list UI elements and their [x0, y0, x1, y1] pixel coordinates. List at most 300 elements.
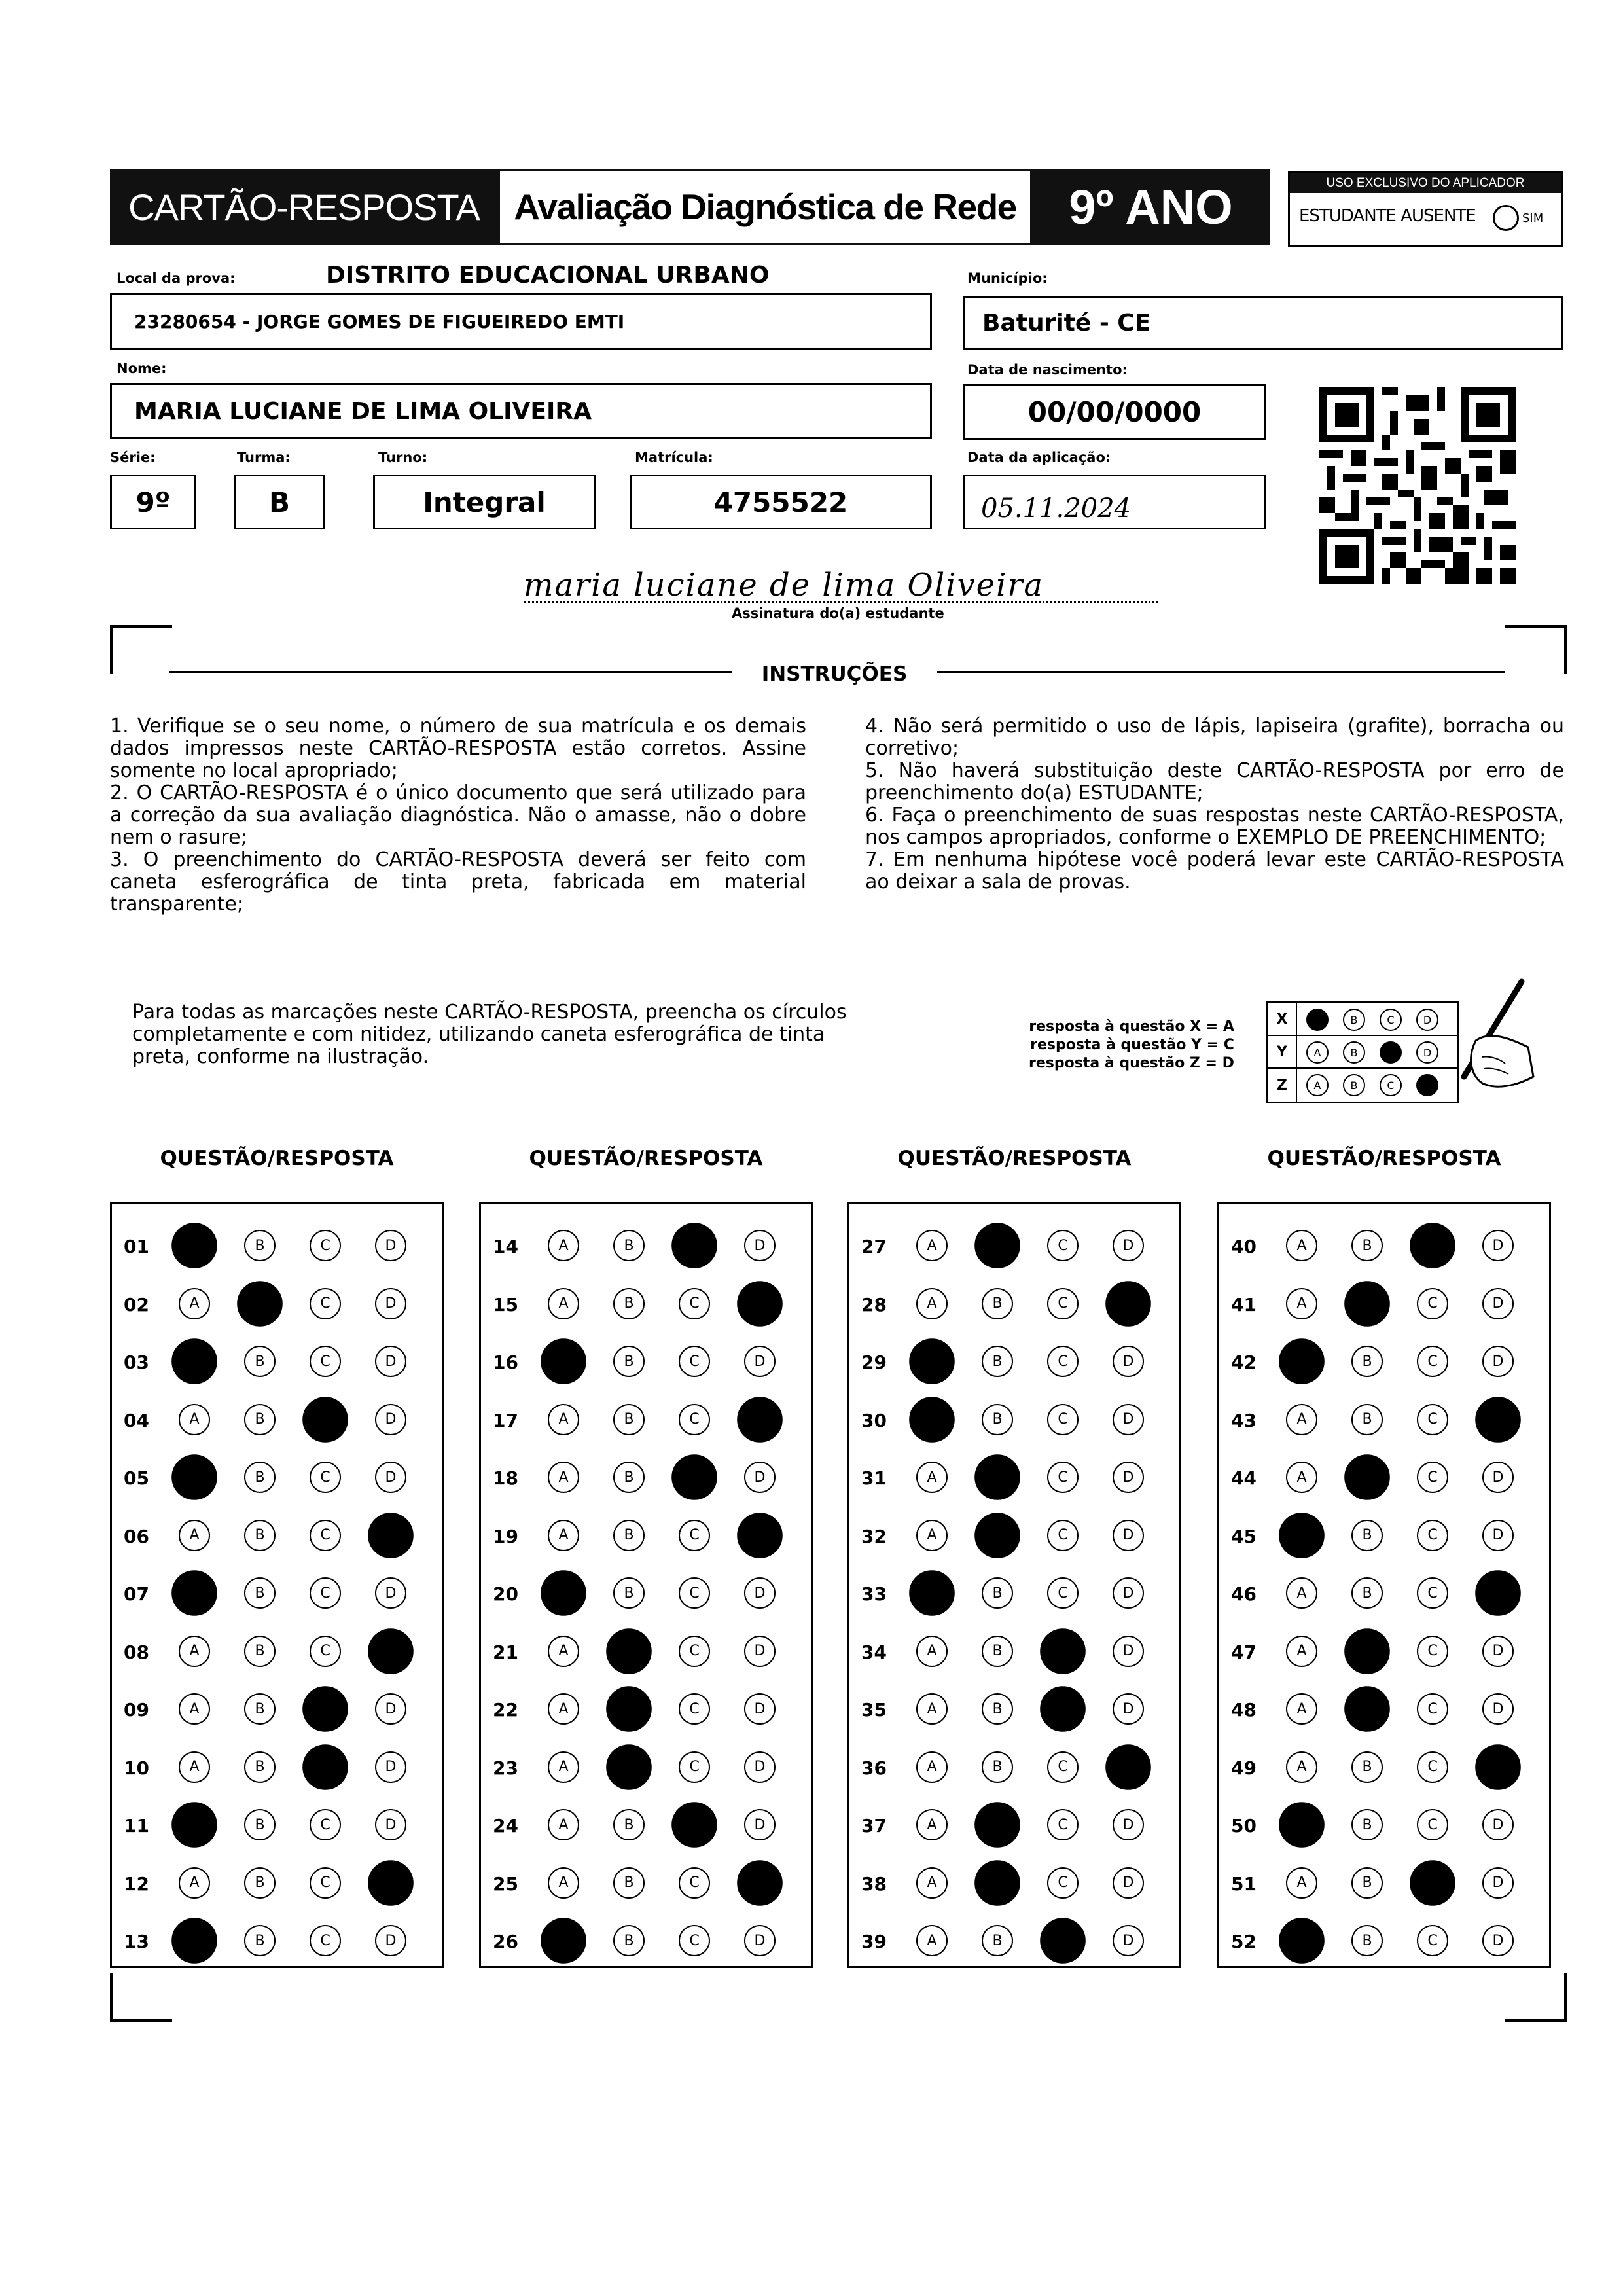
answer-bubble-d[interactable]: D	[744, 1636, 776, 1667]
answer-bubble-d[interactable]: D	[744, 1230, 776, 1261]
answer-bubble-a[interactable]: A	[916, 1462, 948, 1493]
answer-bubble-d[interactable]	[1475, 1570, 1521, 1616]
answer-bubble-d[interactable]: D	[1482, 1230, 1514, 1261]
answer-bubble-b[interactable]: B	[982, 1346, 1013, 1377]
answer-bubble-a[interactable]	[541, 1338, 586, 1384]
answer-bubble-c[interactable]: C	[310, 1230, 341, 1261]
answer-bubble-b[interactable]: B	[1351, 1577, 1383, 1609]
example-legend-y: resposta à questão Y = C	[1030, 1037, 1234, 1053]
answer-bubble-a[interactable]: A	[179, 1751, 210, 1783]
answer-bubble-c[interactable]	[1040, 1686, 1086, 1732]
answer-bubble-d[interactable]: D	[1482, 1520, 1514, 1551]
instruction-4: 4. Não será permitido o uso de lápis, lapiseira (grafite), borracha ou corretivo;	[865, 715, 1564, 760]
answer-bubble-a[interactable]: A	[916, 1751, 948, 1783]
example-text: Para todas as marcações neste CARTÃO-RESPOSTA, preencha os círculos completamente e com nitidez, utilizando caneta esferográfica de tinta preta, conforme na ilustração.	[132, 1001, 847, 1068]
answer-bubble-b[interactable]: B	[613, 1462, 645, 1493]
question-row	[1219, 1450, 1549, 1503]
instructions-rule-right	[937, 671, 1505, 673]
answer-bubble-b[interactable]	[974, 1860, 1020, 1906]
answer-bubble-c[interactable]: C	[1047, 1867, 1079, 1899]
answer-bubble-d[interactable]	[1105, 1281, 1151, 1327]
answer-bubble-c[interactable]	[302, 1686, 348, 1732]
question-row	[112, 1566, 442, 1619]
answer-bubble-c[interactable]	[671, 1454, 717, 1500]
answer-bubble-b[interactable]	[974, 1513, 1020, 1558]
answer-bubble-b[interactable]	[237, 1281, 283, 1327]
answer-bubble-c[interactable]: C	[1417, 1288, 1448, 1319]
applicator-box-title: USO EXCLUSIVO DO APLICADOR	[1290, 173, 1561, 193]
question-row	[112, 1914, 442, 1966]
example-row-letter: X	[1268, 1003, 1297, 1035]
answer-bubble-a[interactable]: A	[548, 1230, 579, 1261]
answer-bubble-c[interactable]	[1410, 1223, 1455, 1268]
answer-bubble-b[interactable]: B	[982, 1636, 1013, 1667]
answer-bubble-b[interactable]: B	[244, 1809, 276, 1840]
question-number: 05	[124, 1467, 149, 1489]
answer-bubble-a[interactable]: A	[1286, 1636, 1317, 1667]
serie-label: Série:	[110, 450, 156, 465]
nascimento-label: Data de nascimento:	[967, 362, 1128, 378]
answer-bubble-d[interactable]	[368, 1513, 414, 1558]
answer-bubble-d[interactable]: D	[1113, 1693, 1144, 1725]
answer-bubble-d[interactable]: D	[744, 1751, 776, 1783]
question-row	[112, 1624, 442, 1677]
answer-bubble-b[interactable]: B	[1351, 1346, 1383, 1377]
question-row	[849, 1277, 1179, 1329]
answer-bubble-c[interactable]: C	[1047, 1751, 1079, 1783]
question-number: 28	[861, 1293, 887, 1316]
answer-bubble-b[interactable]: B	[1351, 1925, 1383, 1956]
question-number: 30	[861, 1409, 887, 1431]
absent-yes-label: SIM	[1522, 211, 1544, 225]
answer-bubble-a[interactable]	[909, 1338, 955, 1384]
answer-bubble-c[interactable]	[302, 1744, 348, 1790]
answer-bubble-d[interactable]: D	[1113, 1404, 1144, 1435]
answer-bubble-d[interactable]: D	[1113, 1925, 1144, 1956]
answer-bubble-b[interactable]: B	[244, 1867, 276, 1899]
answer-bubble-a[interactable]: A	[916, 1693, 948, 1725]
answer-bubble-a[interactable]: A	[179, 1288, 210, 1319]
answer-bubble-b[interactable]: B	[982, 1577, 1013, 1609]
answer-bubble-b[interactable]: B	[1351, 1230, 1383, 1261]
signature-line	[524, 601, 1158, 603]
answer-bubble-d[interactable]: D	[1113, 1462, 1144, 1493]
turno-field	[373, 475, 596, 529]
answer-bubble-d[interactable]	[1475, 1397, 1521, 1443]
question-row	[481, 1393, 811, 1445]
answer-bubble-d[interactable]: D	[1113, 1577, 1144, 1609]
answer-bubble-c[interactable]: C	[1047, 1520, 1079, 1551]
answer-bubble-c[interactable]: C	[1047, 1404, 1079, 1435]
question-row	[1219, 1393, 1549, 1445]
question-number: 25	[493, 1873, 518, 1895]
answer-bubble-b[interactable]	[1344, 1454, 1390, 1500]
answer-bubble-a[interactable]: A	[916, 1520, 948, 1551]
answer-bubble-a[interactable]	[171, 1918, 217, 1964]
answer-bubble-a[interactable]: A	[179, 1404, 210, 1435]
question-number: 49	[1231, 1757, 1257, 1779]
answer-bubble-a[interactable]: A	[548, 1462, 579, 1493]
answer-bubble-c[interactable]: C	[310, 1520, 341, 1551]
answer-bubble-c[interactable]	[302, 1397, 348, 1443]
answer-bubble-b[interactable]	[974, 1223, 1020, 1268]
answer-bubble-b[interactable]	[606, 1628, 652, 1674]
absent-label: ESTUDANTE AUSENTE	[1299, 206, 1476, 226]
answer-bubble-d[interactable]: D	[1482, 1288, 1514, 1319]
answer-bubble-c[interactable]: C	[1047, 1577, 1079, 1609]
answer-bubble-b[interactable]: B	[613, 1230, 645, 1261]
answer-bubble-b[interactable]: B	[613, 1867, 645, 1899]
question-row	[849, 1335, 1179, 1387]
answer-bubble-b[interactable]: B	[1351, 1404, 1383, 1435]
answer-bubble-c[interactable]: C	[1417, 1693, 1448, 1725]
answer-bubble-b[interactable]	[1344, 1281, 1390, 1327]
question-row	[112, 1219, 442, 1271]
answer-bubble-a[interactable]: A	[548, 1288, 579, 1319]
answer-bubble-d[interactable]: D	[375, 1462, 406, 1493]
answer-bubble-a[interactable]: A	[1286, 1288, 1317, 1319]
example-bubble-d: D	[1416, 1009, 1438, 1031]
answer-bubble-d[interactable]	[737, 1860, 783, 1906]
question-row	[481, 1856, 811, 1909]
answer-bubble-d[interactable]: D	[1482, 1462, 1514, 1493]
answer-bubble-c[interactable]	[671, 1223, 717, 1268]
answer-bubble-b[interactable]: B	[244, 1636, 276, 1667]
answer-bubble-a[interactable]: A	[548, 1693, 579, 1725]
answer-bubble-d[interactable]: D	[375, 1809, 406, 1840]
question-number: 45	[1231, 1525, 1257, 1547]
question-number: 10	[124, 1757, 149, 1779]
answer-bubble-c[interactable]: C	[1047, 1346, 1079, 1377]
answer-bubble-a[interactable]: A	[916, 1809, 948, 1840]
answer-bubble-d[interactable]: D	[375, 1404, 406, 1435]
question-row	[481, 1682, 811, 1734]
answer-bubble-d[interactable]	[1475, 1744, 1521, 1790]
answer-bubble-d[interactable]: D	[1482, 1925, 1514, 1956]
answer-bubble-b[interactable]	[606, 1686, 652, 1732]
answer-bubble-c[interactable]: C	[679, 1751, 710, 1783]
answer-bubble-d[interactable]: D	[1113, 1230, 1144, 1261]
matricula-label: Matrícula:	[635, 450, 713, 465]
answer-bubble-b[interactable]: B	[982, 1751, 1013, 1783]
answer-bubble-c[interactable]: C	[1047, 1230, 1079, 1261]
answer-bubble-c[interactable]: C	[679, 1404, 710, 1435]
answer-bubble-d[interactable]: D	[1482, 1809, 1514, 1840]
corner-mark-bottom-right	[1505, 1973, 1567, 2022]
answer-bubble-a[interactable]: A	[916, 1867, 948, 1899]
question-number: 12	[124, 1873, 149, 1895]
answer-bubble-c[interactable]: C	[310, 1288, 341, 1319]
answer-bubble-a[interactable]	[171, 1338, 217, 1384]
question-number: 18	[493, 1467, 518, 1489]
answer-bubble-b[interactable]: B	[982, 1404, 1013, 1435]
answer-bubble-d[interactable]	[737, 1281, 783, 1327]
answer-bubble-c[interactable]: C	[1417, 1404, 1448, 1435]
answer-bubble-d[interactable]: D	[1482, 1346, 1514, 1377]
answer-bubble-b[interactable]: B	[982, 1288, 1013, 1319]
answer-bubble-d[interactable]: D	[1113, 1867, 1144, 1899]
question-number: 15	[493, 1293, 518, 1316]
answer-bubble-d[interactable]: D	[1113, 1520, 1144, 1551]
answer-bubble-a[interactable]: A	[179, 1693, 210, 1725]
answer-bubble-c[interactable]: C	[310, 1462, 341, 1493]
answer-bubble-c[interactable]: C	[1047, 1809, 1079, 1840]
question-number: 47	[1231, 1641, 1257, 1663]
answer-bubble-a[interactable]: A	[916, 1925, 948, 1956]
answer-bubble-b[interactable]: B	[613, 1346, 645, 1377]
answer-bubble-b[interactable]: B	[244, 1520, 276, 1551]
question-number: 35	[861, 1699, 887, 1721]
question-number: 21	[493, 1641, 518, 1663]
applicator-box	[1288, 171, 1563, 247]
answer-bubble-d[interactable]: D	[744, 1462, 776, 1493]
answer-bubble-a[interactable]: A	[916, 1230, 948, 1261]
answer-bubble-a[interactable]: A	[548, 1867, 579, 1899]
answer-bubble-a[interactable]	[909, 1570, 955, 1616]
answer-bubble-d[interactable]: D	[375, 1751, 406, 1783]
example-bubble-b: B	[1343, 1009, 1365, 1031]
question-number: 29	[861, 1352, 887, 1373]
question-row	[1219, 1682, 1549, 1734]
question-number: 37	[861, 1815, 887, 1837]
question-number: 39	[861, 1931, 887, 1952]
answer-bubble-a[interactable]: A	[548, 1404, 579, 1435]
answer-bubble-b[interactable]: B	[613, 1288, 645, 1319]
question-number: 16	[493, 1352, 518, 1373]
answer-bubble-c[interactable]: C	[1417, 1346, 1448, 1377]
example-legend	[1029, 1018, 1234, 1073]
answer-bubble-b[interactable]	[1344, 1628, 1390, 1674]
answer-bubble-a[interactable]: A	[548, 1520, 579, 1551]
answer-bubble-a[interactable]	[171, 1802, 217, 1848]
municipio-label: Município:	[967, 270, 1048, 286]
question-row	[1219, 1219, 1549, 1271]
question-number: 22	[493, 1699, 518, 1721]
answer-bubble-c[interactable]: C	[310, 1809, 341, 1840]
answer-bubble-c[interactable]: C	[310, 1925, 341, 1956]
answer-bubble-d[interactable]: D	[375, 1346, 406, 1377]
answer-bubble-a[interactable]: A	[916, 1636, 948, 1667]
nome-label: Nome:	[116, 361, 167, 376]
answer-bubble-a[interactable]	[1279, 1513, 1325, 1558]
question-row	[1219, 1740, 1549, 1793]
answer-bubble-b[interactable]: B	[982, 1925, 1013, 1956]
answer-bubble-a[interactable]: A	[1286, 1751, 1317, 1783]
answer-bubble-b[interactable]: B	[244, 1230, 276, 1261]
question-number: 41	[1231, 1293, 1257, 1316]
answer-bubble-d[interactable]: D	[744, 1925, 776, 1956]
answer-bubble-d[interactable]: D	[375, 1693, 406, 1725]
answer-bubble-b[interactable]: B	[244, 1693, 276, 1725]
answer-bubble-d[interactable]	[368, 1860, 414, 1906]
answer-bubble-a[interactable]: A	[179, 1636, 210, 1667]
answer-bubble-b[interactable]: B	[244, 1404, 276, 1435]
answer-bubble-c[interactable]: C	[1417, 1636, 1448, 1667]
answer-bubble-a[interactable]	[171, 1454, 217, 1500]
question-row	[481, 1219, 811, 1271]
answer-bubble-d[interactable]: D	[1482, 1867, 1514, 1899]
answer-bubble-d[interactable]: D	[375, 1230, 406, 1261]
question-row	[112, 1740, 442, 1793]
answer-bubble-c[interactable]: C	[679, 1636, 710, 1667]
answer-bubble-c[interactable]: C	[679, 1346, 710, 1377]
answer-bubble-a[interactable]: A	[1286, 1577, 1317, 1609]
answer-bubble-a[interactable]: A	[916, 1288, 948, 1319]
answer-bubble-c[interactable]	[1040, 1628, 1086, 1674]
example-row-letter: Y	[1268, 1036, 1297, 1067]
answer-bubble-d[interactable]: D	[1113, 1809, 1144, 1840]
answer-bubble-c[interactable]: C	[679, 1867, 710, 1899]
answer-bubble-c[interactable]: C	[310, 1636, 341, 1667]
question-number: 09	[124, 1699, 149, 1721]
answer-bubble-a[interactable]	[171, 1570, 217, 1616]
answer-bubble-a[interactable]: A	[548, 1636, 579, 1667]
example-bubble-d: D	[1416, 1041, 1438, 1064]
answer-bubble-d[interactable]: D	[1482, 1636, 1514, 1667]
answer-bubble-b[interactable]: B	[613, 1520, 645, 1551]
question-row	[849, 1798, 1179, 1850]
question-number: 20	[493, 1583, 518, 1605]
answer-bubble-c[interactable]	[1410, 1860, 1455, 1906]
question-number: 34	[861, 1641, 887, 1663]
answer-bubble-a[interactable]	[1279, 1338, 1325, 1384]
answer-bubble-a[interactable]: A	[1286, 1867, 1317, 1899]
answer-bubble-c[interactable]: C	[310, 1867, 341, 1899]
answer-bubble-a[interactable]	[1279, 1918, 1325, 1964]
answer-bubble-d[interactable]: D	[1113, 1636, 1144, 1667]
question-row	[1219, 1335, 1549, 1387]
question-row	[481, 1277, 811, 1329]
answer-bubble-c[interactable]: C	[679, 1925, 710, 1956]
answer-bubble-a[interactable]: A	[548, 1809, 579, 1840]
answer-bubble-a[interactable]: A	[548, 1751, 579, 1783]
answer-bubble-c[interactable]: C	[1417, 1925, 1448, 1956]
answer-bubble-c[interactable]: C	[1417, 1751, 1448, 1783]
answer-bubble-d[interactable]: D	[375, 1577, 406, 1609]
answer-bubble-b[interactable]: B	[982, 1693, 1013, 1725]
answer-bubble-c[interactable]	[1040, 1918, 1086, 1964]
question-row	[112, 1509, 442, 1561]
answer-bubble-b[interactable]: B	[613, 1577, 645, 1609]
answer-bubble-b[interactable]: B	[244, 1751, 276, 1783]
answer-bubble-c[interactable]: C	[1047, 1288, 1079, 1319]
answer-bubble-b[interactable]	[1344, 1686, 1390, 1732]
answer-bubble-c[interactable]: C	[310, 1577, 341, 1609]
answer-bubble-b[interactable]: B	[244, 1925, 276, 1956]
answer-bubble-b[interactable]: B	[244, 1346, 276, 1377]
aplicacao-label: Data da aplicação:	[967, 450, 1111, 465]
local-label: Local da prova:	[116, 270, 236, 286]
answer-bubble-b[interactable]: B	[1351, 1809, 1383, 1840]
answer-bubble-d[interactable]: D	[1482, 1693, 1514, 1725]
answer-bubble-b[interactable]: B	[613, 1809, 645, 1840]
answer-bubble-b[interactable]: B	[1351, 1751, 1383, 1783]
answer-bubble-d[interactable]: D	[375, 1288, 406, 1319]
answer-column-title: QUESTÃO/RESPOSTA	[529, 1147, 763, 1170]
question-row	[481, 1450, 811, 1503]
answer-bubble-a[interactable]	[541, 1918, 586, 1964]
answer-bubble-d[interactable]: D	[744, 1577, 776, 1609]
answer-bubble-a[interactable]	[909, 1397, 955, 1443]
answer-bubble-b[interactable]: B	[1351, 1520, 1383, 1551]
question-number: 36	[861, 1757, 887, 1779]
answer-bubble-a[interactable]	[541, 1570, 586, 1616]
answer-bubble-c[interactable]: C	[679, 1693, 710, 1725]
question-row	[849, 1682, 1179, 1734]
answer-bubble-b[interactable]: B	[613, 1404, 645, 1435]
absent-bubble[interactable]	[1493, 205, 1519, 231]
answer-bubble-b[interactable]: B	[1351, 1867, 1383, 1899]
example-bubble-b: B	[1343, 1074, 1365, 1096]
turma-field	[234, 475, 325, 529]
answer-bubble-b[interactable]	[606, 1744, 652, 1790]
answer-bubble-a[interactable]: A	[1286, 1230, 1317, 1261]
answer-bubble-c[interactable]: C	[1417, 1520, 1448, 1551]
answer-bubble-a[interactable]: A	[1286, 1462, 1317, 1493]
answer-bubble-c[interactable]: C	[1047, 1462, 1079, 1493]
answer-bubble-d[interactable]	[1105, 1744, 1151, 1790]
example-bubble-a: A	[1306, 1074, 1329, 1096]
answer-bubble-b[interactable]: B	[244, 1577, 276, 1609]
question-row	[849, 1914, 1179, 1966]
answer-bubble-d[interactable]	[368, 1628, 414, 1674]
answer-bubble-a[interactable]	[1279, 1802, 1325, 1848]
instruction-3: 3. O preenchimento do CARTÃO-RESPOSTA deverá ser feito com caneta esferográfica de tinta preta, fabricada em material transparente;	[110, 848, 806, 916]
answer-bubble-d[interactable]: D	[744, 1809, 776, 1840]
question-row	[849, 1740, 1179, 1793]
question-number: 23	[493, 1757, 518, 1779]
answer-bubble-d[interactable]	[737, 1513, 783, 1558]
answer-bubble-d[interactable]: D	[1113, 1346, 1144, 1377]
answer-bubble-c[interactable]: C	[310, 1346, 341, 1377]
answer-bubble-c[interactable]: C	[679, 1288, 710, 1319]
nome-value: MARIA LUCIANE DE LIMA OLIVEIRA	[134, 397, 592, 425]
answer-bubble-a[interactable]	[171, 1223, 217, 1268]
question-number: 51	[1231, 1873, 1257, 1895]
turno-label: Turno:	[378, 450, 428, 465]
question-row	[849, 1450, 1179, 1503]
answer-bubble-b[interactable]: B	[613, 1925, 645, 1956]
answer-bubble-d[interactable]: D	[375, 1925, 406, 1956]
question-number: 19	[493, 1525, 518, 1547]
answer-bubble-c[interactable]: C	[1417, 1809, 1448, 1840]
question-number: 48	[1231, 1699, 1257, 1721]
answer-bubble-c[interactable]: C	[679, 1577, 710, 1609]
pen-hand-icon	[1436, 978, 1535, 1093]
matricula-field	[630, 475, 932, 529]
question-row	[112, 1277, 442, 1329]
answer-bubble-c[interactable]: C	[1417, 1462, 1448, 1493]
answer-bubble-a[interactable]: A	[179, 1520, 210, 1551]
answer-bubble-c[interactable]: C	[679, 1520, 710, 1551]
answer-bubble-d[interactable]: D	[744, 1346, 776, 1377]
answer-bubble-d[interactable]: D	[744, 1693, 776, 1725]
answer-bubble-a[interactable]: A	[1286, 1404, 1317, 1435]
question-row	[481, 1914, 811, 1966]
answer-bubble-b[interactable]	[974, 1454, 1020, 1500]
turno-value: Integral	[423, 486, 546, 518]
answer-bubble-d[interactable]	[737, 1397, 783, 1443]
answer-bubble-b[interactable]	[974, 1802, 1020, 1848]
answer-bubble-a[interactable]: A	[179, 1867, 210, 1899]
answer-bubble-a[interactable]: A	[1286, 1693, 1317, 1725]
question-number: 44	[1231, 1467, 1257, 1489]
example-row-letter: Z	[1268, 1069, 1297, 1102]
answer-bubble-c[interactable]	[671, 1802, 717, 1848]
answer-bubble-c[interactable]: C	[1417, 1577, 1448, 1609]
answer-bubble-b[interactable]: B	[244, 1462, 276, 1493]
question-number: 17	[493, 1409, 518, 1431]
